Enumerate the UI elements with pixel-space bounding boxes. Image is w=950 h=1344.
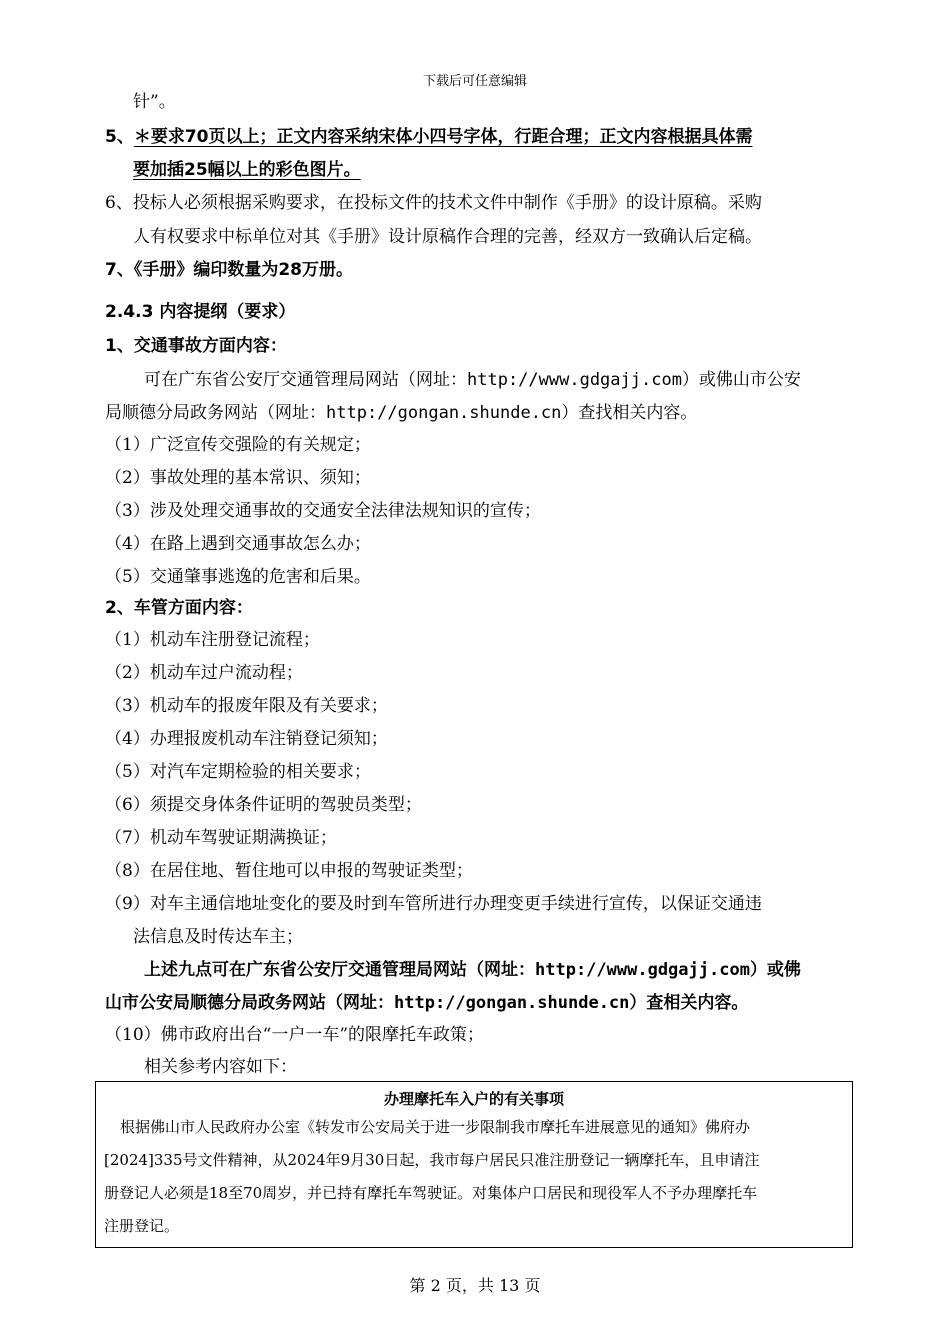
text-span: 上述九点可在广东省公安厅交通管理局网站（网址： xyxy=(144,960,535,980)
list-item: （1）广泛宣传交强险的有关规定； xyxy=(105,435,371,455)
section-heading: 2.4.3 内容提纲（要求） xyxy=(105,302,296,322)
url-link[interactable]: http://gongan.shunde.cn xyxy=(326,403,562,423)
list-item-5 xyxy=(105,127,753,147)
text-line: 针”。 xyxy=(133,92,176,112)
text-span: 局顺德分局政务网站（网址： xyxy=(105,403,326,423)
list-item: （3）机动车的报废年限及有关要求； xyxy=(105,696,388,716)
list-item: （10）佛市政府出台“一户一车”的限摩托车政策； xyxy=(105,1025,485,1045)
paragraph-line xyxy=(144,370,801,390)
paragraph-line xyxy=(144,960,801,980)
url-link[interactable]: http://www.gdgajj.com xyxy=(467,370,682,390)
list-number: 5、 xyxy=(105,127,134,147)
list-item: （5）交通肇事逃逸的危害和后果。 xyxy=(105,567,371,587)
text-span: 可在广东省公安厅交通管理局网站（网址： xyxy=(144,370,467,390)
box-text-line: [2024]335号文件精神，从2024年9月30日起，我市每户居民只准注册登记一辆摩托车，且申请注 xyxy=(104,1151,760,1169)
text-span: ）查找相关内容。 xyxy=(561,403,698,423)
url-link[interactable]: http://www.gdgajj.com xyxy=(535,960,750,980)
text-line: 相关参考内容如下： xyxy=(144,1057,297,1077)
text-span: ）或佛山市公安 xyxy=(681,370,801,390)
box-text-line: 根据佛山市人民政府办公室《转发市公安局关于进一步限制我市摩托车进展意见的通知》佛府办 xyxy=(120,1118,751,1136)
list-item: （5）对汽车定期检验的相关要求； xyxy=(105,762,371,782)
list-item: （8）在居住地、暂住地可以申报的驾驶证类型； xyxy=(105,861,473,881)
list-item-7: 7、《手册》编印数量为28万册。 xyxy=(105,260,353,280)
paragraph-line xyxy=(105,403,697,423)
paragraph-line xyxy=(105,993,748,1013)
list-item: （2）事故处理的基本常识、须知； xyxy=(105,468,371,488)
list-item: （6）须提交身体条件证明的驾驶员类型； xyxy=(105,795,422,815)
list-item-6: 6、投标人必须根据采购要求，在投标文件的技术文件中制作《手册》的设计原稿。采购 xyxy=(105,193,762,213)
url-link[interactable]: http://gongan.shunde.cn xyxy=(394,993,630,1013)
requirement-text-cont: 要加插25幅以上的彩色图片。 xyxy=(133,160,361,180)
requirement-text: ＊要求70页以上；正文内容采纳宋体小四号字体，行距合理；正文内容根据具体需 xyxy=(133,127,753,147)
page-header: 下载后可任意编辑 xyxy=(422,74,527,89)
text-span: 山市公安局顺德分局政务网站（网址： xyxy=(105,993,394,1013)
text-span: ）查相关内容。 xyxy=(629,993,749,1013)
box-text-line: 册登记人必须是18至70周岁，并已持有摩托车驾驶证。对集体户口居民和现役军人不予办理摩托车 xyxy=(104,1184,758,1202)
text-span: ）或佛 xyxy=(749,960,801,980)
subsection-heading: 2、车管方面内容： xyxy=(105,598,253,618)
list-item-cont: 法信息及时传达车主； xyxy=(133,927,303,947)
reference-box xyxy=(95,1081,853,1248)
subsection-heading: 1、交通事故方面内容： xyxy=(105,336,287,356)
page-footer: 第 2 页，共 13 页 xyxy=(409,1276,541,1295)
list-item: （4）在路上遇到交通事故怎么办； xyxy=(105,534,371,554)
list-item: （2）机动车过户流动程； xyxy=(105,663,303,683)
list-item: （3）涉及处理交通事故的交通安全法律法规知识的宣传； xyxy=(105,501,541,521)
list-item: （7）机动车驾驶证期满换证； xyxy=(105,828,337,848)
list-item: （1）机动车注册登记流程； xyxy=(105,630,320,650)
list-item: （9）对车主通信地址变化的要及时到车管所进行办理变更手续进行宣传，以保证交通违 xyxy=(105,894,762,914)
list-item: （4）办理报废机动车注销登记须知； xyxy=(105,729,388,749)
box-title: 办理摩托车入户的有关事项 xyxy=(383,1090,564,1108)
text-line: 人有权要求中标单位对其《手册》设计原稿作合理的完善，经双方一致确认后定稿。 xyxy=(133,227,762,247)
box-text-line: 注册登记。 xyxy=(104,1217,180,1235)
